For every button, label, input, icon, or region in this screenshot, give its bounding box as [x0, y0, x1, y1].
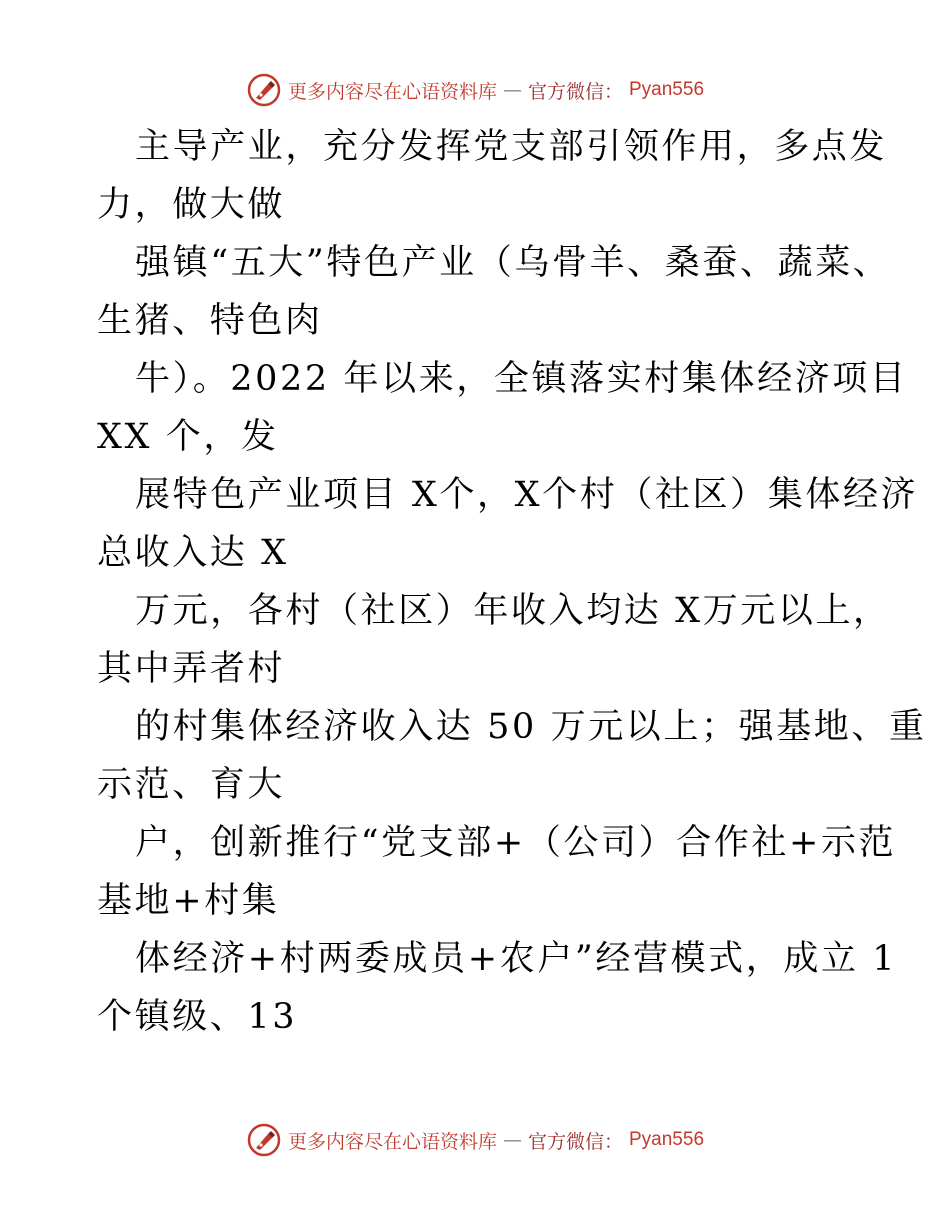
text-line: 主导产业，充分发挥党支部引领作用，多点发	[135, 127, 888, 167]
text-line: 生猪、特色肉	[97, 301, 323, 341]
text-line: XX 个，发	[97, 417, 279, 457]
header-watermark	[0, 70, 950, 110]
text-line: 其中弄者村	[97, 649, 286, 689]
watermark-official-label: 官方微信：	[527, 1130, 623, 1153]
document-body	[97, 118, 927, 1046]
text-line: 户，创新推行“党支部+（公司）合作社+示范	[135, 823, 897, 863]
text-line: 强镇“五大”特色产业（乌骨羊、桑蚕、蔬菜、	[135, 243, 891, 283]
watermark-dash: —	[502, 79, 522, 101]
text-line: 体经济+村两委成员+农户”经营模式，成立 1	[135, 939, 898, 979]
footer-watermark	[0, 1120, 950, 1160]
pen-nib-logo-icon	[246, 72, 282, 108]
text-line: 万元，各村（社区）年收入均达 X万元以上，	[135, 591, 891, 631]
watermark-wechat-id: Pyan556	[629, 1129, 705, 1150]
text-line: 牛）。2022 年以来，全镇落实村集体经济项目	[135, 359, 908, 399]
text-line: 展特色产业项目 X个，X个村（社区）集体经济	[135, 475, 919, 515]
watermark-wechat-id: Pyan556	[629, 79, 705, 100]
pen-nib-logo-icon	[246, 1122, 282, 1158]
text-line: 总收入达 X	[97, 533, 289, 573]
watermark-official-label: 官方微信：	[527, 80, 623, 103]
text-line: 示范、育大	[97, 765, 286, 805]
text-line: 基地+村集	[97, 881, 280, 921]
watermark-text: 更多内容尽在心语资料库	[287, 80, 497, 103]
text-line: 力，做大做	[97, 185, 286, 225]
watermark-text: 更多内容尽在心语资料库	[287, 1130, 497, 1153]
text-line: 的村集体经济收入达 50 万元以上；强基地、重	[135, 707, 927, 747]
text-line: 个镇级、13	[97, 997, 298, 1037]
watermark-dash: —	[502, 1129, 522, 1151]
